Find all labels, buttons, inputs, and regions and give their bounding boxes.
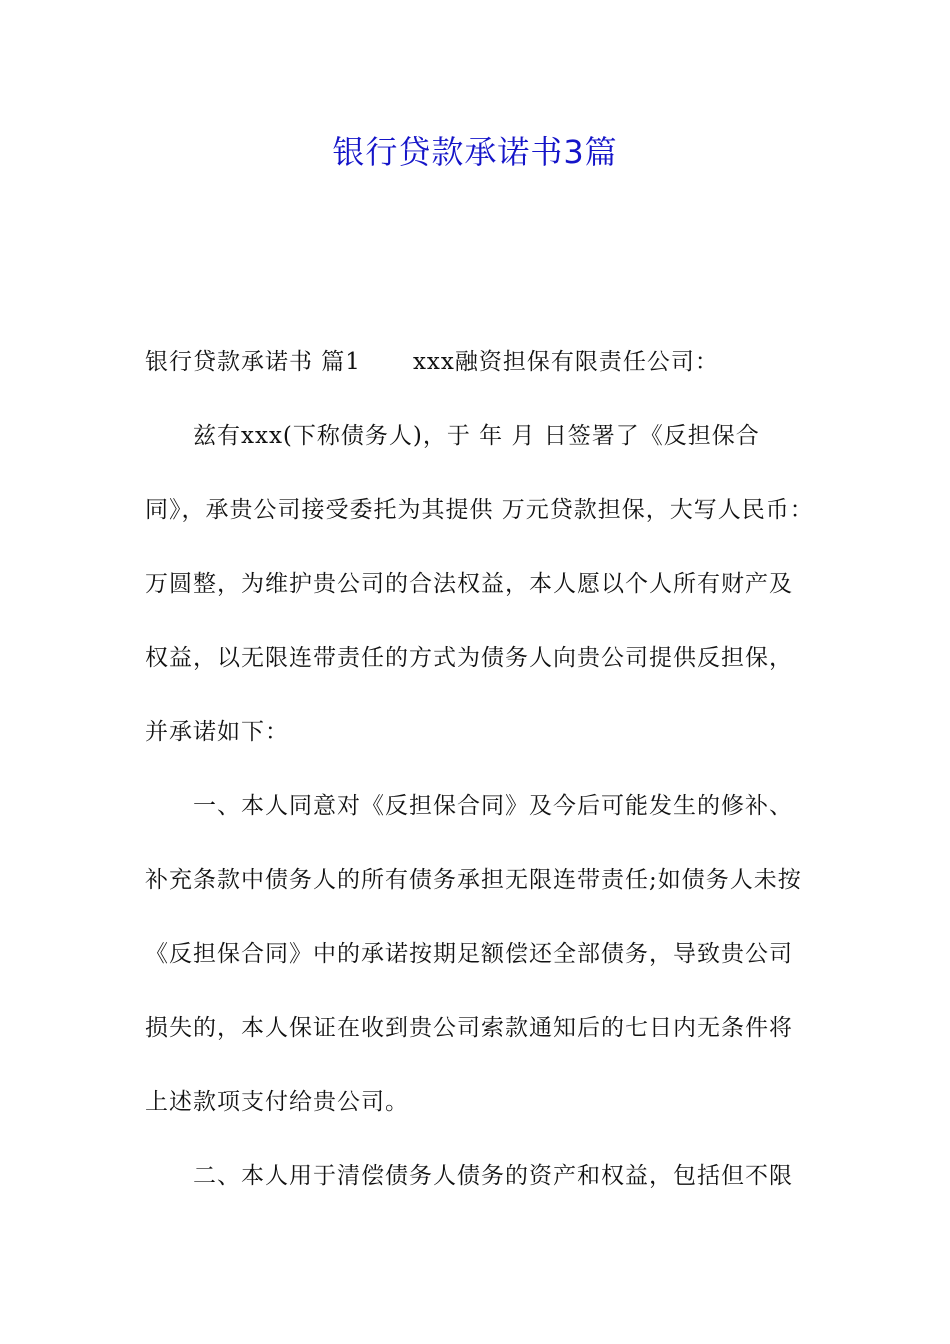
paragraph-line: 并承诺如下： <box>145 719 289 745</box>
paragraph-line: 兹有xxx(下称债务人)，于 年 月 日签署了《反担保合 <box>193 423 760 449</box>
paragraph-line: 一、本人同意对《反担保合同》及今后可能发生的修补、 <box>193 793 793 819</box>
section-label: 银行贷款承诺书 篇1 <box>145 349 361 375</box>
paragraph-line: 二、本人用于清偿债务人债务的资产和权益，包括但不限 <box>193 1163 793 1189</box>
paragraph-line: 权益，以无限连带责任的方式为债务人向贵公司提供反担保， <box>145 645 793 671</box>
paragraph-line: 同》，承贵公司接受委托为其提供 万元贷款担保，大写人民币： <box>145 497 814 523</box>
paragraph-line: 《反担保合同》中的承诺按期足额偿还全部债务，导致贵公司 <box>145 941 793 967</box>
addressee: xxx融资担保有限责任公司： <box>412 349 719 375</box>
paragraph-line: 损失的，本人保证在收到贵公司索款通知后的七日内无条件将 <box>145 1015 793 1041</box>
paragraph-line: 补充条款中债务人的所有债务承担无限连带责任;如债务人未按 <box>145 867 802 893</box>
paragraph-line: 上述款项支付给贵公司。 <box>145 1089 409 1115</box>
paragraph-line: 万圆整，为维护贵公司的合法权益，本人愿以个人所有财产及 <box>145 571 793 597</box>
heading-line <box>145 344 719 380</box>
document-title: 银行贷款承诺书3篇 <box>332 133 618 171</box>
